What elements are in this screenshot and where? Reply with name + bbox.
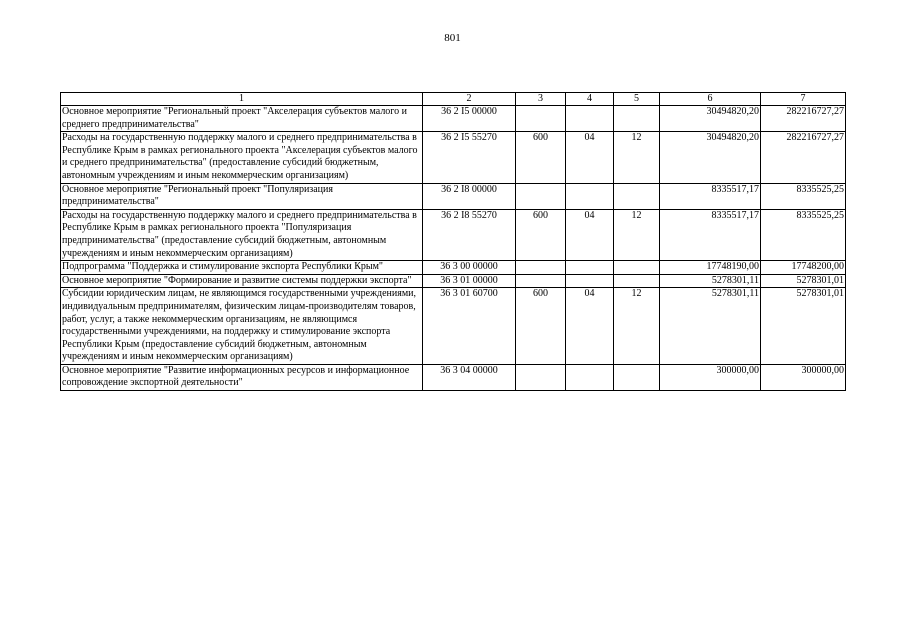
row-col3 (516, 261, 566, 275)
row-col3: 600 (516, 288, 566, 365)
row-code: 36 2 I8 00000 (423, 183, 516, 209)
col-header-3: 3 (516, 93, 566, 106)
table-row (61, 288, 846, 365)
col-header-1: 1 (61, 93, 423, 106)
row-code: 36 2 I5 00000 (423, 106, 516, 132)
row-value-6: 30494820,20 (660, 132, 761, 183)
row-value-7: 5278301,01 (761, 288, 846, 365)
row-code: 36 3 01 60700 (423, 288, 516, 365)
row-name: Подпрограмма "Поддержка и стимулирование экспорта Республики Крым" (61, 261, 423, 275)
col-header-7: 7 (761, 93, 846, 106)
table-row (61, 209, 846, 260)
row-col5 (614, 261, 660, 275)
row-col5: 12 (614, 209, 660, 260)
row-value-7: 300000,00 (761, 364, 846, 390)
row-value-6: 30494820,20 (660, 106, 761, 132)
row-col3 (516, 183, 566, 209)
row-name: Основное мероприятие "Региональный проект "Акселерация субъектов малого и среднего предпринимательства" (61, 106, 423, 132)
col-header-6: 6 (660, 93, 761, 106)
row-col5 (614, 183, 660, 209)
row-value-6: 5278301,11 (660, 274, 761, 288)
row-col4 (566, 106, 614, 132)
col-header-2: 2 (423, 93, 516, 106)
table-row (61, 132, 846, 183)
row-col4 (566, 183, 614, 209)
row-code: 36 3 01 00000 (423, 274, 516, 288)
row-code: 36 3 00 00000 (423, 261, 516, 275)
row-name: Основное мероприятие "Формирование и развитие системы поддержки экспорта" (61, 274, 423, 288)
row-value-7: 17748200,00 (761, 261, 846, 275)
row-col3: 600 (516, 209, 566, 260)
row-col4: 04 (566, 288, 614, 365)
table-row (61, 364, 846, 390)
row-value-7: 5278301,01 (761, 274, 846, 288)
row-name: Основное мероприятие "Развитие информационных ресурсов и информационное сопровождение экспортной деятельности" (61, 364, 423, 390)
row-col4: 04 (566, 209, 614, 260)
row-name: Расходы на государственную поддержку малого и среднего предпринимательства в Республике Крым в рамках регионального проекта "Популяризация предпринимательства" (предоставление субсидий бюджетным, автономным учреждениям и иным некоммерческим организациям) (61, 209, 423, 260)
row-col3 (516, 106, 566, 132)
table-row (61, 274, 846, 288)
row-col5: 12 (614, 132, 660, 183)
row-value-6: 5278301,11 (660, 288, 761, 365)
row-value-6: 17748190,00 (660, 261, 761, 275)
row-col3 (516, 274, 566, 288)
row-value-7: 8335525,25 (761, 209, 846, 260)
col-header-5: 5 (614, 93, 660, 106)
row-value-6: 8335517,17 (660, 183, 761, 209)
row-code: 36 3 04 00000 (423, 364, 516, 390)
row-name: Расходы на государственную поддержку малого и среднего предпринимательства в Республике Крым в рамках регионального проекта "Акселерация субъектов малого и среднего предпринимательства" (предоставление субсидий бюджетным, автономным учреждениям и иным некоммерческим организациям) (61, 132, 423, 183)
row-col4: 04 (566, 132, 614, 183)
row-name: Субсидии юридическим лицам, не являющимся государственными учреждениями, индивидуальным предпринимателям, физическим лицам-производителям товаров, работ, услуг, а также некоммерческим организациям, не являющимся государственными учреждениями, на поддержку и стимулирование экспорта Республики Крым (предоставление субсидий бюджетным, автономным учреждениям и иным некоммерческим организациям) (61, 288, 423, 365)
table-row (61, 106, 846, 132)
budget-table (60, 92, 846, 391)
page-number: 801 (444, 32, 461, 44)
row-value-7: 282216727,27 (761, 106, 846, 132)
row-col5: 12 (614, 288, 660, 365)
header-row (61, 93, 846, 106)
row-value-7: 8335525,25 (761, 183, 846, 209)
table-row (61, 183, 846, 209)
row-value-6: 300000,00 (660, 364, 761, 390)
table-row (61, 261, 846, 275)
row-code: 36 2 I5 55270 (423, 132, 516, 183)
row-col4 (566, 261, 614, 275)
row-value-6: 8335517,17 (660, 209, 761, 260)
row-col5 (614, 364, 660, 390)
row-col5 (614, 106, 660, 132)
row-value-7: 282216727,27 (761, 132, 846, 183)
row-col4 (566, 274, 614, 288)
col-header-4: 4 (566, 93, 614, 106)
row-name: Основное мероприятие "Региональный проект "Популяризация предпринимательства" (61, 183, 423, 209)
row-col3 (516, 364, 566, 390)
row-code: 36 2 I8 55270 (423, 209, 516, 260)
row-col3: 600 (516, 132, 566, 183)
row-col4 (566, 364, 614, 390)
row-col5 (614, 274, 660, 288)
